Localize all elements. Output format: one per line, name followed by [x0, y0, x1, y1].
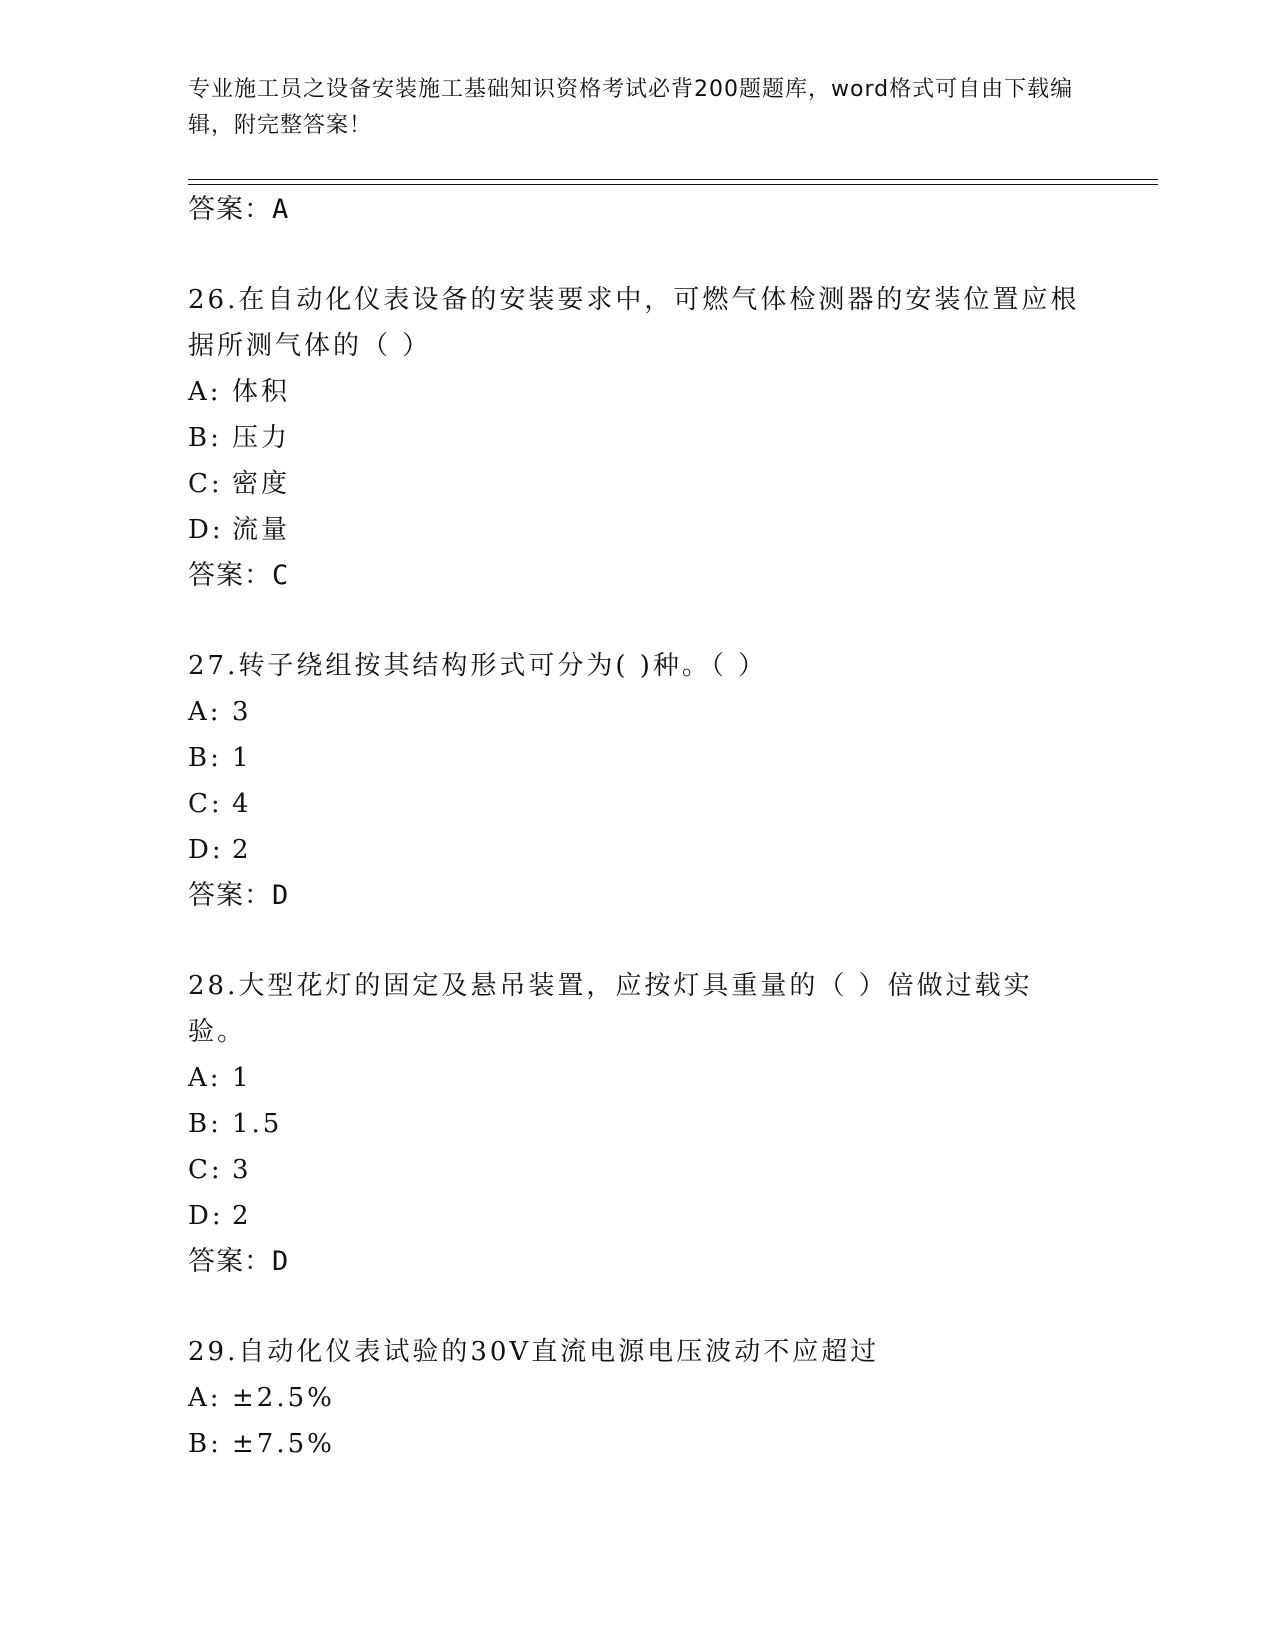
option-a: [188, 1055, 1088, 1101]
option-value: 2: [232, 835, 252, 865]
option-label: C:: [188, 469, 223, 499]
option-label: A:: [188, 377, 222, 407]
answer-prefix: 答案：: [188, 194, 272, 225]
option-value: 压力: [232, 423, 291, 453]
option-a: [188, 689, 1088, 735]
option-label: A:: [188, 697, 222, 727]
question-text: 29.自动化仪表试验的30V直流电源电压波动不应超过: [188, 1337, 880, 1367]
spacer: [188, 233, 1088, 277]
option-value: 1.5: [232, 1109, 283, 1139]
option-value: 1: [232, 743, 252, 773]
spacer: [188, 919, 1088, 963]
answer-line: [188, 1239, 1088, 1285]
question-text: 26.在自动化仪表设备的安装要求中，可燃气体检测器的安装位置应根据所测气体的（ ）: [188, 285, 1080, 361]
option-value: 密度: [232, 469, 291, 499]
header-rule-bottom: [188, 184, 1158, 185]
option-label: A:: [188, 1383, 222, 1413]
option-label: C:: [188, 1155, 223, 1185]
answer-prefix: 答案：: [188, 560, 272, 591]
option-d: [188, 1193, 1088, 1239]
option-value: ±2.5%: [232, 1383, 335, 1413]
answer-line: [188, 873, 1088, 919]
question-text: 28.大型花灯的固定及悬吊装置，应按灯具重量的（ ）倍做过载实验。: [188, 971, 1033, 1047]
option-value: 流量: [232, 515, 291, 545]
option-b: [188, 1421, 1088, 1467]
option-value: 4: [232, 789, 252, 819]
answer-line: [188, 553, 1088, 599]
answer-value: D: [272, 880, 290, 911]
page-header: 专业施工员之设备安装施工基础知识资格考试必背200题题库，word格式可自由下载编辑，附完整答案！: [188, 77, 1074, 138]
option-b: [188, 415, 1088, 461]
option-d: [188, 507, 1088, 553]
answer-value: A: [272, 194, 290, 225]
answer-prefix: 答案：: [188, 880, 272, 911]
option-value: ±7.5%: [232, 1429, 335, 1459]
option-label: A:: [188, 1063, 222, 1093]
option-label: D:: [188, 515, 224, 545]
answer-value: D: [272, 1246, 290, 1277]
option-label: B:: [188, 743, 222, 773]
option-label: B:: [188, 1109, 222, 1139]
option-c: [188, 781, 1088, 827]
header-rule-top: [188, 179, 1158, 180]
option-label: B:: [188, 1429, 222, 1459]
answer-prefix: 答案：: [188, 1246, 272, 1277]
answer-line: [188, 187, 1088, 233]
option-d: [188, 827, 1088, 873]
option-value: 3: [232, 697, 252, 727]
spacer: [188, 599, 1088, 643]
option-c: [188, 461, 1088, 507]
option-label: D:: [188, 835, 224, 865]
option-a: [188, 1375, 1088, 1421]
question-list: [188, 187, 1088, 1467]
option-c: [188, 1147, 1088, 1193]
question-text: 27.转子绕组按其结构形式可分为( )种。（ ）: [188, 651, 768, 681]
option-value: 1: [232, 1063, 252, 1093]
option-label: D:: [188, 1201, 224, 1231]
answer-value: C: [272, 560, 290, 591]
spacer: [188, 1285, 1088, 1329]
option-label: B:: [188, 423, 222, 453]
option-b: [188, 735, 1088, 781]
option-label: C:: [188, 789, 223, 819]
option-value: 2: [232, 1201, 252, 1231]
option-a: [188, 369, 1088, 415]
option-value: 体积: [232, 377, 291, 407]
option-value: 3: [232, 1155, 252, 1185]
option-b: [188, 1101, 1088, 1147]
